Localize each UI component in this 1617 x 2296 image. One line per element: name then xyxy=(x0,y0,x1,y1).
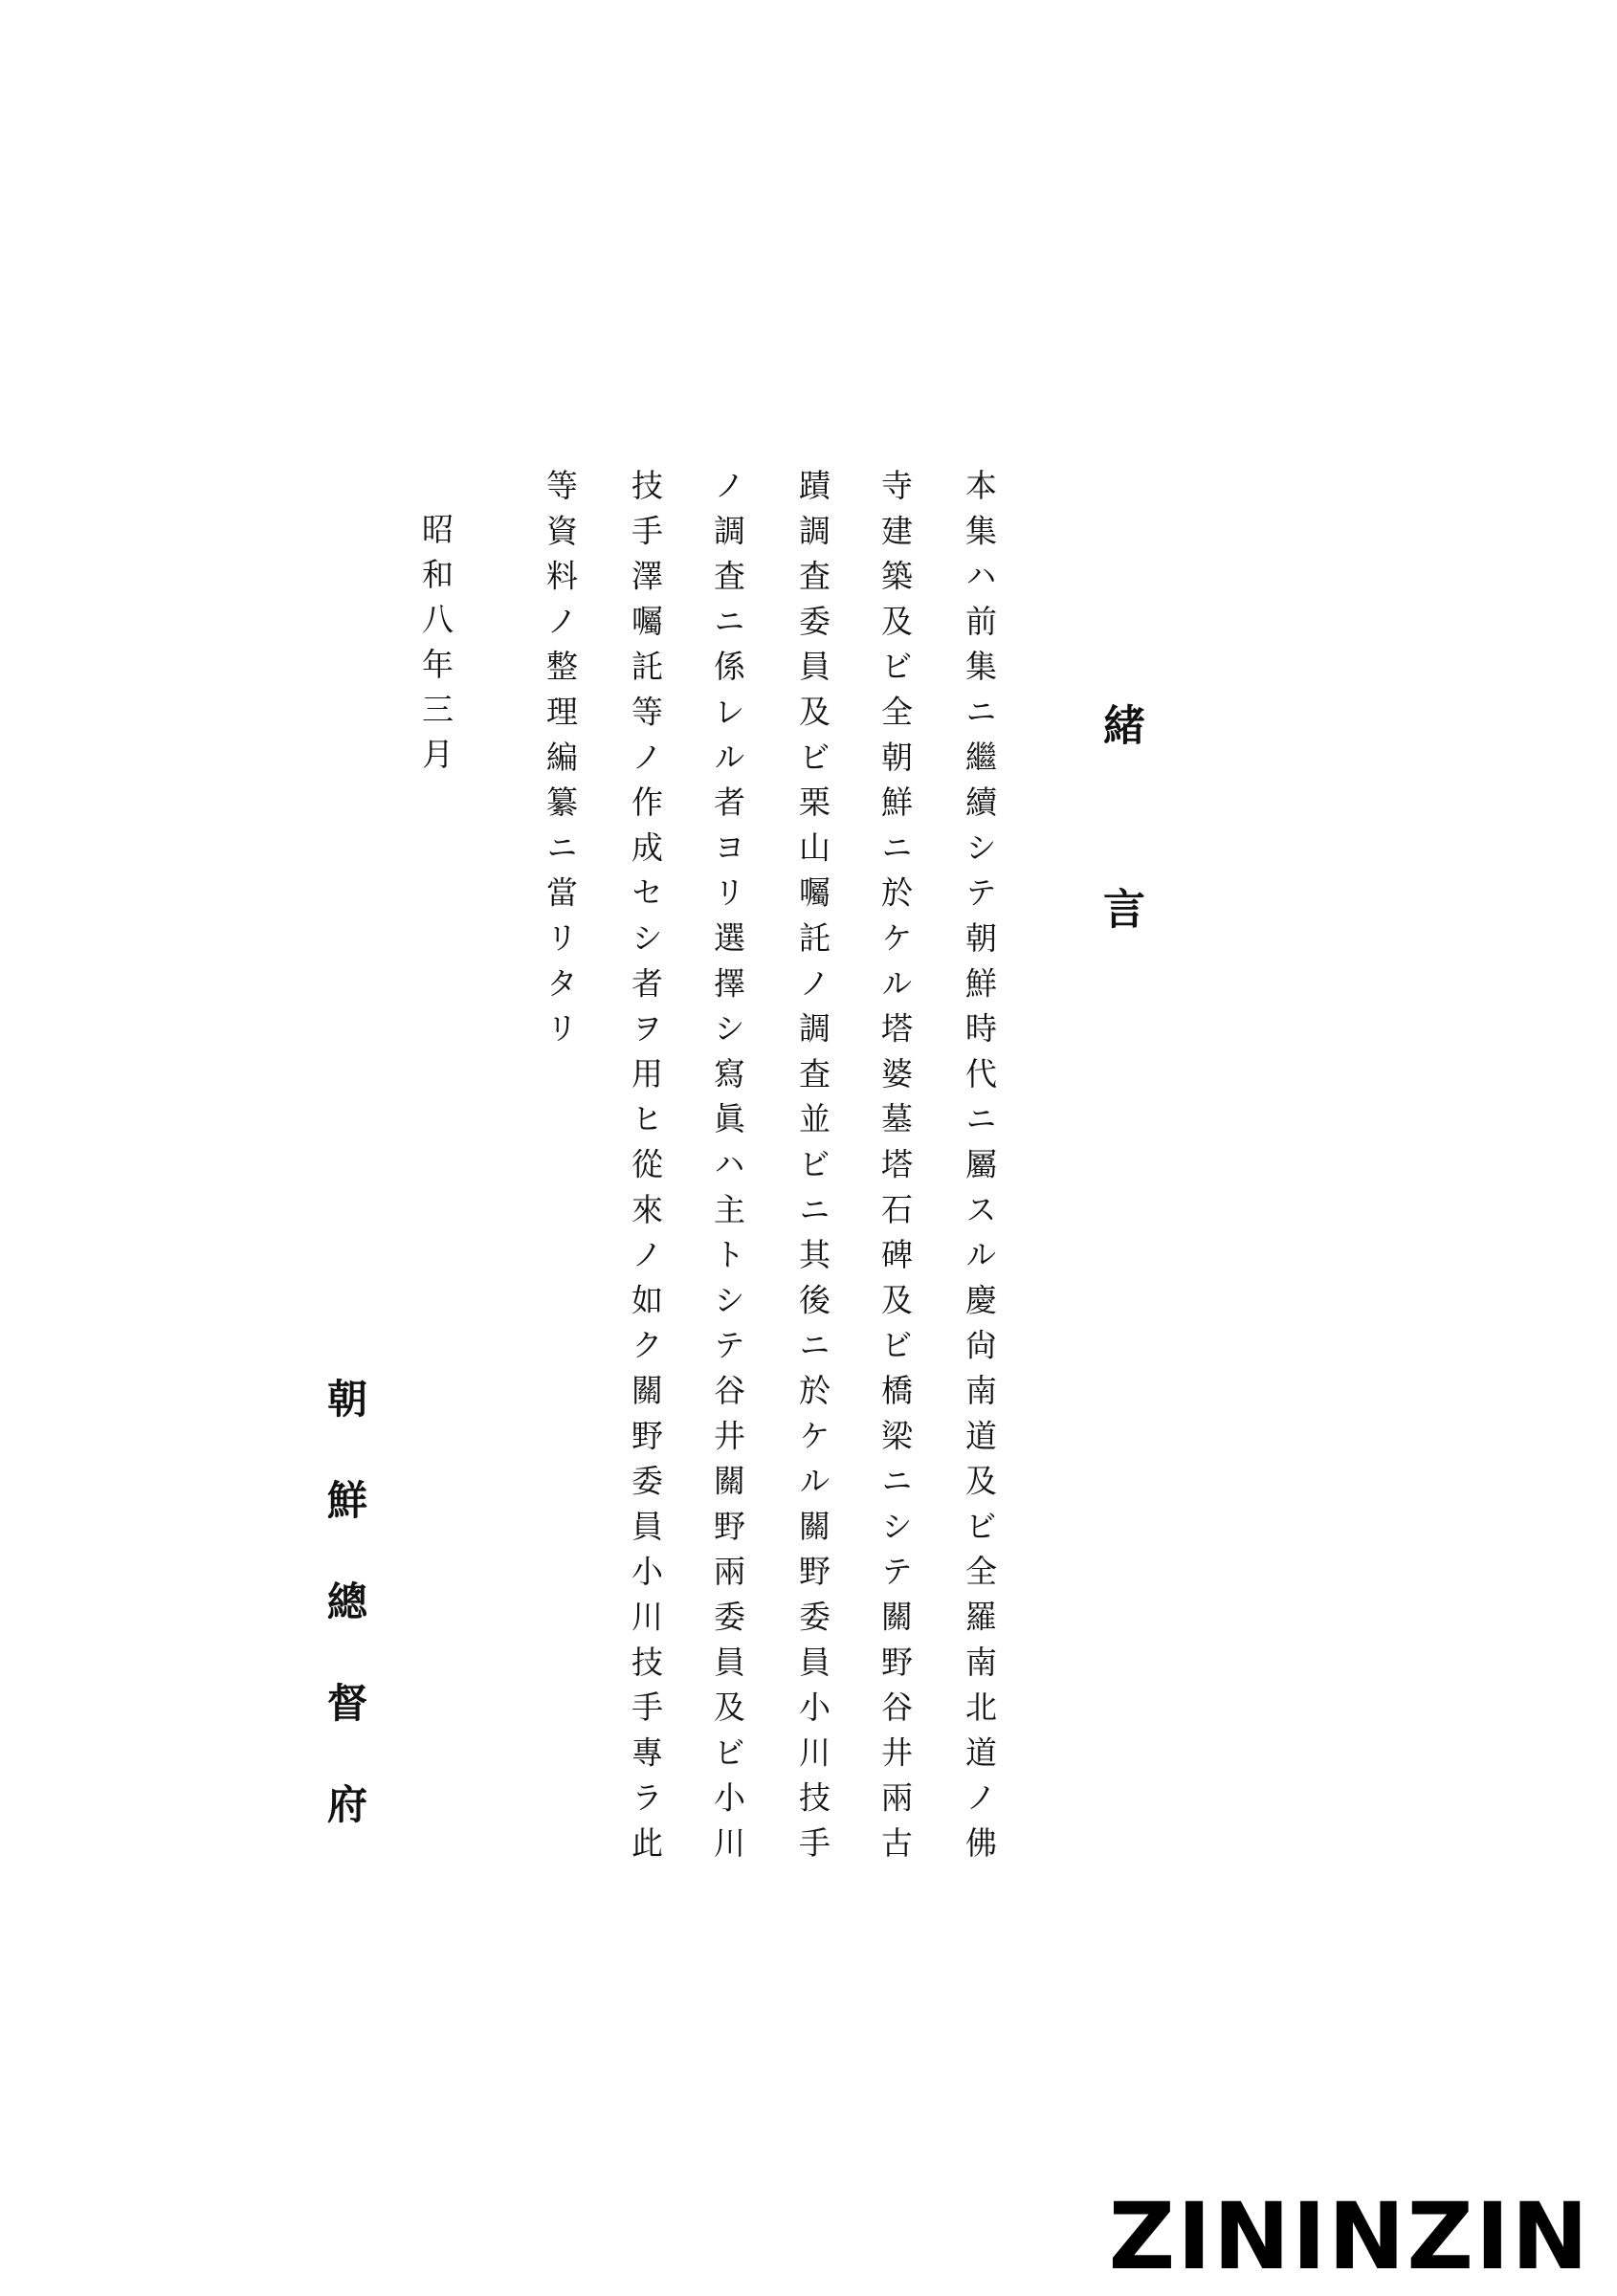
body-column-3: 蹟調査委員及ビ栗山囑託ノ調査並ビニ其後ニ於ケル關野委員小川技手 xyxy=(794,469,831,1872)
date-line: 昭和八年三月 xyxy=(417,513,454,783)
preface-title: 緒言 xyxy=(1096,703,1144,1071)
watermark-logo: ZININZIN xyxy=(1108,2183,1590,2290)
publisher-name: 朝鮮總督府 xyxy=(321,1378,368,1885)
body-column-2: 寺建築及ビ全朝鮮ニ於ケル塔婆墓塔石碑及ビ橋梁ニシテ關野谷井兩古 xyxy=(876,469,914,1872)
body-column-5: 技手澤囑託等ノ作成セシ者ヲ用ヒ從來ノ如ク關野委員小川技手專ラ此 xyxy=(627,469,664,1872)
body-column-1: 本集ハ前集ニ繼續シテ朝鮮時代ニ屬スル慶尙南道及ビ全羅南北道ノ佛 xyxy=(961,469,998,1872)
body-column-6: 等資料ノ整理編纂ニ當リタリ xyxy=(542,469,579,1057)
body-column-4: ノ調査ニ係レル者ヨリ選擇シ寫眞ハ主トシテ谷井關野兩委員及ビ小川 xyxy=(709,469,746,1872)
